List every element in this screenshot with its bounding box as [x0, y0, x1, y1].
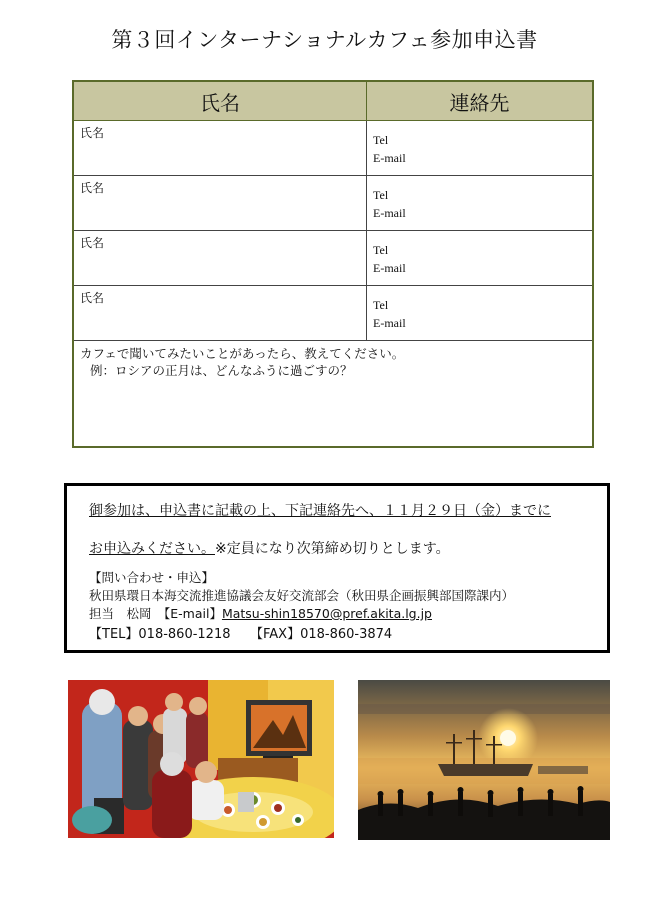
- question-cell[interactable]: [74, 341, 592, 450]
- capacity-note: ※定員になり次第締め切りとします。: [215, 541, 450, 557]
- contact-cell[interactable]: [367, 286, 593, 341]
- name-cell[interactable]: [74, 231, 367, 286]
- contact-cell[interactable]: [367, 176, 593, 231]
- party-illustration: [68, 680, 334, 838]
- application-form: [72, 80, 594, 448]
- contact-cell[interactable]: [367, 231, 593, 286]
- sunset-photo-art: [358, 680, 610, 840]
- page-title: 第３回インターナショナルカフェ参加申込書: [111, 28, 538, 52]
- apply-notice: [89, 538, 450, 558]
- registration-table: [74, 82, 592, 449]
- deadline-notice: 御参加は、申込書に記載の上、下記連絡先へ、１１月２９日（金）までに: [89, 503, 551, 519]
- email-label: E-mail: [373, 151, 406, 165]
- name-label: 氏名: [80, 291, 105, 305]
- tel-label: Tel: [373, 298, 389, 312]
- table-row: [74, 286, 592, 341]
- contact-prefix: 担当 松岡 【E-mail】: [89, 606, 222, 621]
- contact-column-header: 連絡先: [367, 82, 593, 121]
- table-row: [74, 121, 592, 176]
- tel-label: Tel: [373, 133, 389, 147]
- email-label: E-mail: [373, 261, 406, 275]
- contact-person: [89, 604, 432, 622]
- sunset-photo: [358, 680, 610, 840]
- name-label: 氏名: [80, 236, 105, 250]
- name-label: 氏名: [80, 126, 105, 140]
- question-prompt: カフェで聞いてみたいことがあったら、教えてください。: [80, 346, 405, 361]
- tel-label: Tel: [373, 243, 389, 257]
- info-box: [64, 483, 610, 653]
- name-cell[interactable]: [74, 286, 367, 341]
- table-row: [74, 231, 592, 286]
- contact-cell[interactable]: [367, 121, 593, 176]
- name-cell[interactable]: [74, 176, 367, 231]
- phone-fax: 【TEL】018-860-1218 【FAX】018-860-3874: [89, 627, 393, 642]
- party-illustration-art: [68, 680, 334, 838]
- table-row: [74, 176, 592, 231]
- question-example: 例：ロシアの正月は、どんなふうに過ごすの？: [90, 363, 353, 378]
- tel-label: Tel: [373, 188, 389, 202]
- organization-name: 秋田県環日本海交流推進協議会友好交流部会（秋田県企画振興部国際課内）: [89, 588, 515, 603]
- email-label: E-mail: [373, 316, 406, 330]
- name-column-header: 氏名: [74, 82, 367, 121]
- apply-request: お申込みください。: [89, 541, 215, 557]
- inquiry-heading: 【問い合わせ・申込】: [89, 570, 215, 585]
- email-label: E-mail: [373, 206, 406, 220]
- email-link[interactable]: Matsu-shin18570@pref.akita.lg.jp: [221, 606, 432, 621]
- name-label: 氏名: [80, 181, 105, 195]
- name-cell[interactable]: [74, 121, 367, 176]
